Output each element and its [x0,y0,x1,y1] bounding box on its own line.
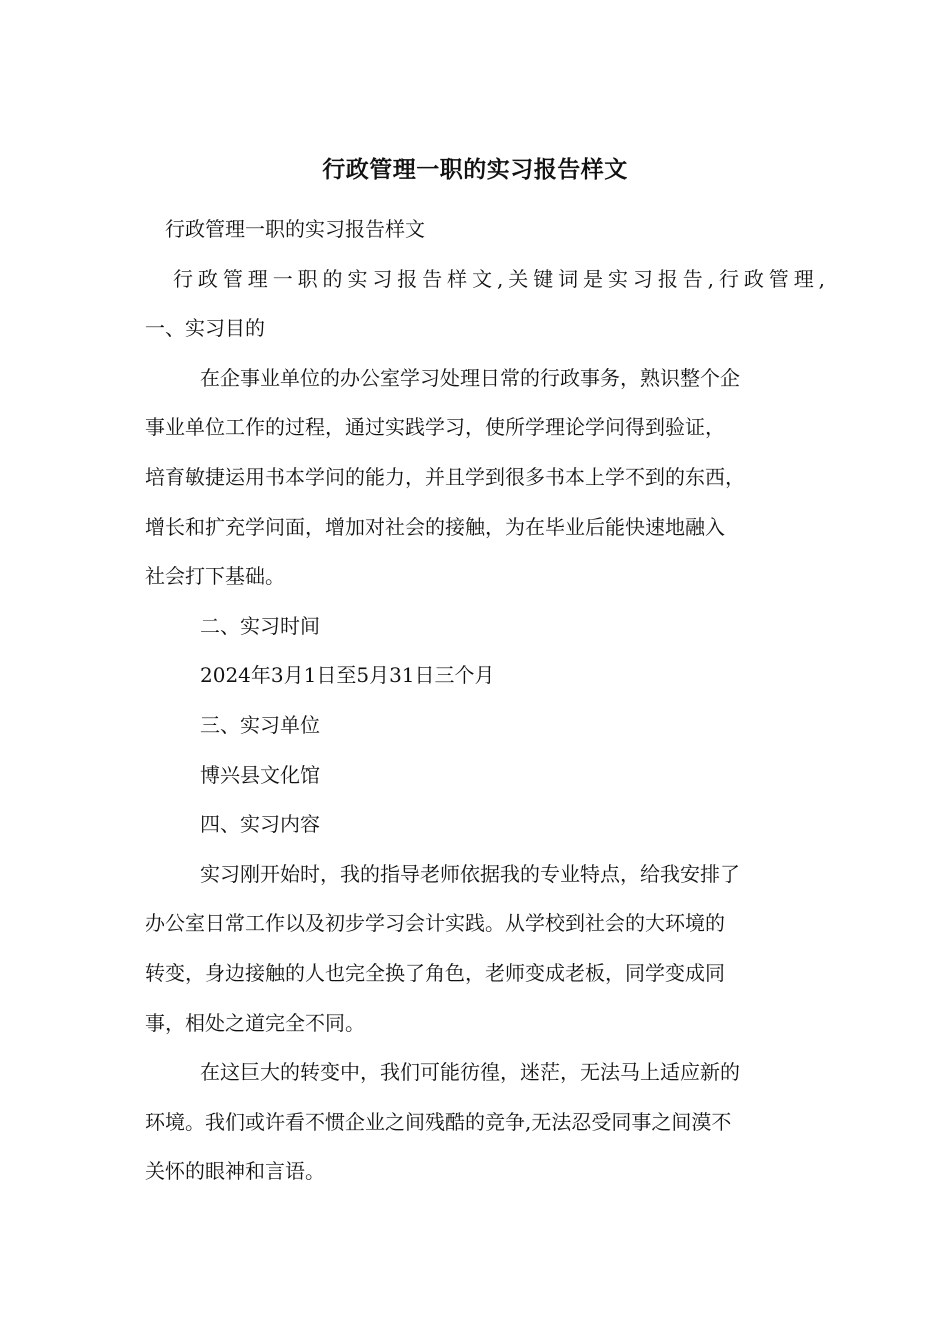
paragraph-line: 在企事业单位的办公室学习处理日常的行政事务，熟识整个企 [200,365,740,390]
paragraph-line: 转变，身边接触的人也完全换了角色，老师变成老板，同学变成同 [145,960,725,985]
section-heading-content: 四、实习内容 [200,812,320,837]
document-body [145,205,825,1197]
paragraph-line: 社会打下基础。 [145,564,285,589]
section-heading-purpose: 一、实习目的 [145,316,265,341]
document-title: 行政管理一职的实习报告样文 [322,156,628,183]
paragraph-line: 环境。我们或许看不惯企业之间残酷的竞争,无法忍受同事之间漠不 [145,1109,732,1134]
paragraph-line: 培育敏捷运用书本学问的能力，并且学到很多书本上学不到的东西， [145,464,745,489]
paragraph-line: 办公室日常工作以及初步学习会计实践。从学校到社会的大环境的 [145,911,725,936]
paragraph-line: 事，相处之道完全不同。 [145,1010,365,1035]
paragraph-line: 关怀的眼神和言语。 [145,1159,325,1184]
subtitle-line: 行政管理一职的实习报告样文 [165,217,425,241]
internship-period: 2024年3月1日至5月31日三个月 [200,663,495,688]
keywords-line: 行政管理一职的实习报告样文,关键词是实习报告,行政管理, [173,266,825,291]
paragraph-line: 增长和扩充学问面，增加对社会的接触，为在毕业后能快速地融入 [145,514,725,539]
section-heading-time: 二、实习时间 [200,613,320,638]
internship-unit: 博兴县文化馆 [200,762,320,787]
paragraph-line: 事业单位工作的过程，通过实践学习，使所学理论学问得到验证， [145,415,725,440]
section-heading-unit: 三、实习单位 [200,712,320,737]
paragraph-line: 实习刚开始时，我的指导老师依据我的专业特点，给我安排了 [200,861,740,886]
paragraph-line: 在这巨大的转变中，我们可能彷徨，迷茫，无法马上适应新的 [200,1060,740,1085]
